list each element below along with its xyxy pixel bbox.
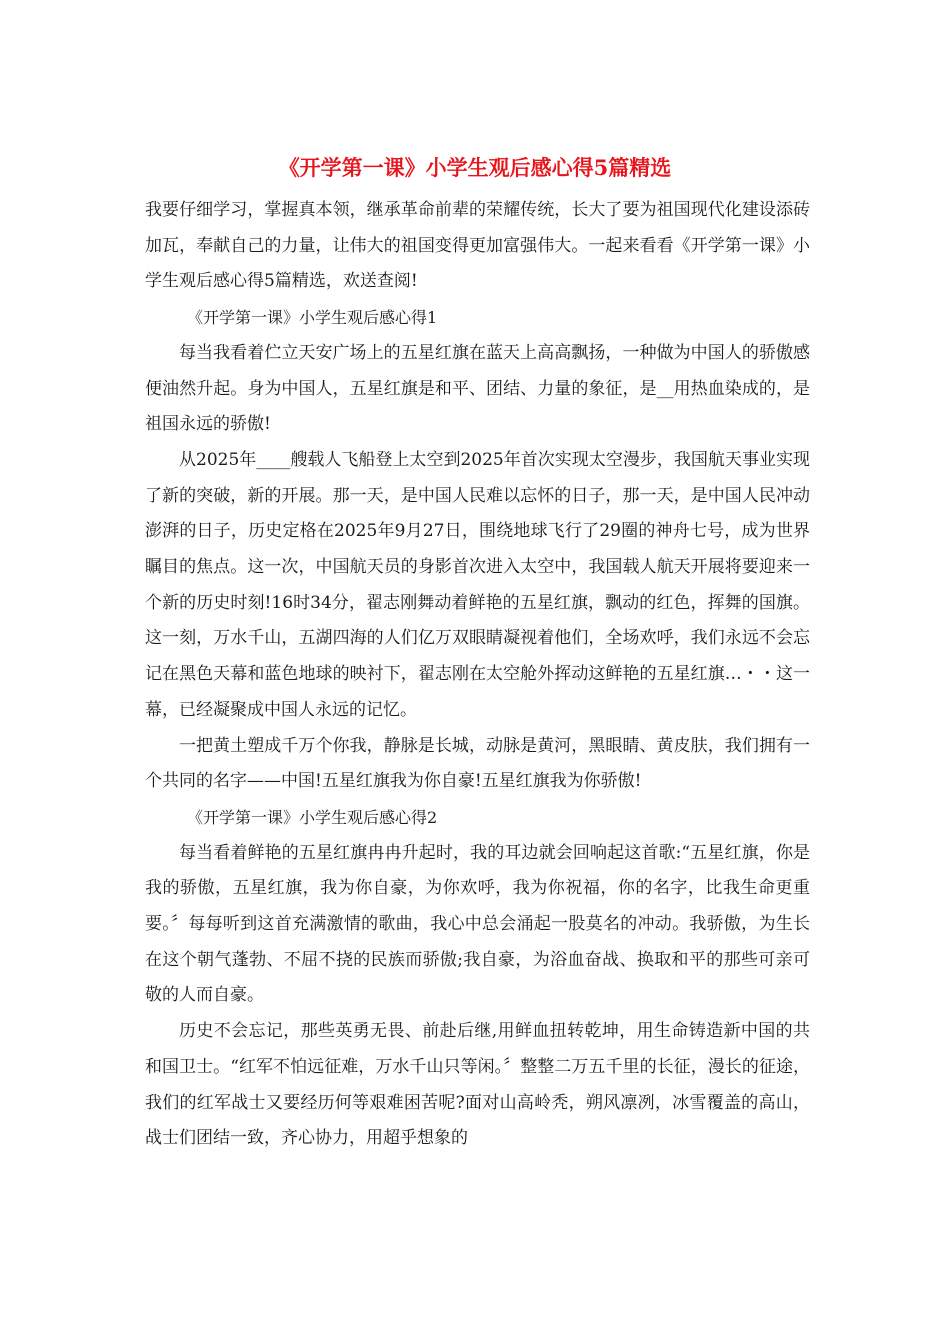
paragraph: 一把黄土塑成千万个你我，静脉是长城，动脉是黄河，黑眼睛、黄皮肤，我们拥有一个共同的名字——中国!五星红旗我为你自豪!五星红旗我为你骄傲! xyxy=(145,735,810,792)
section-heading-2: 《开学第一课》小学生观后感心得2 xyxy=(187,807,438,827)
document-title: 《开学第一课》小学生观后感心得5篇精选 xyxy=(278,155,672,180)
paragraph: 每当看着鲜艳的五星红旗冉冉升起时，我的耳边就会回响起这首歌:“五星红旗，你是我的骄傲，五星红旗，我为你自豪，为你欢呼，我为你祝福，你的名字，比我生命更重要。〞每每听到这首充满激情的歌曲，我心中总会涌起一股莫名的冲动。我骄傲，为生长在这个朝气蓬勃、不屈不挠的民族而骄傲;我自豪，为浴血奋战、换取和平的那些可亲可敬的人而自豪。 xyxy=(145,842,810,1006)
intro-paragraph: 我要仔细学习，掌握真本领，继承革命前辈的荣耀传统，长大了要为祖国现代化建设添砖加瓦，奉献自己的力量，让伟大的祖国变得更加富强伟大。一起来看看《开学第一课》小学生观后感心得5篇精选，欢送查阅! xyxy=(145,200,810,292)
section-heading-1: 《开学第一课》小学生观后感心得1 xyxy=(187,308,438,328)
paragraph: 从2025年____艘载人飞船登上太空到2025年首次实现太空漫步，我国航天事业实现了新的突破，新的开展。那一天，是中国人民难以忘怀的日子，那一天，是中国人民冲动澎湃的日子，历史定格在2025年9月27日，围绕地球飞行了29圈的神舟七号，成为世界瞩目的焦点。这一次，中国航天员的身影首次进入太空中，我国载人航天开展将要迎来一个新的历史时刻!16时34分，翟志刚舞动着鲜艳的五星红旗，飘动的红色，挥舞的国旗。这一刻，万水千山，五湖四海的人们亿万双眼睛凝视着他们，全场欢呼，我们永远不会忘记在黑色天幕和蓝色地球的映衬下，翟志刚在太空舱外挥动这鲜艳的五星红旗…・・这一幕，已经凝聚成中国人永远的记忆。 xyxy=(145,449,810,720)
document-body xyxy=(145,193,810,1157)
paragraph: 历史不会忘记，那些英勇无畏、前赴后继,用鲜血扭转乾坤，用生命铸造新中国的共和国卫士。“红军不怕远征难，万水千山只等闲。〞整整二万五千里的长征，漫长的征途，我们的红军战士又要经历何等艰难困苦呢?面对山高岭秃，朔风凛冽，冰雪覆盖的高山，战士们团结一致，齐心协力，用超乎想象的 xyxy=(145,1021,810,1149)
paragraph: 每当我看着伫立天安广场上的五星红旗在蓝天上高高飘扬，一种做为中国人的骄傲感便油然升起。身为中国人，五星红旗是和平、团结、力量的象征，是__用热血染成的，是祖国永远的骄傲! xyxy=(145,342,810,435)
